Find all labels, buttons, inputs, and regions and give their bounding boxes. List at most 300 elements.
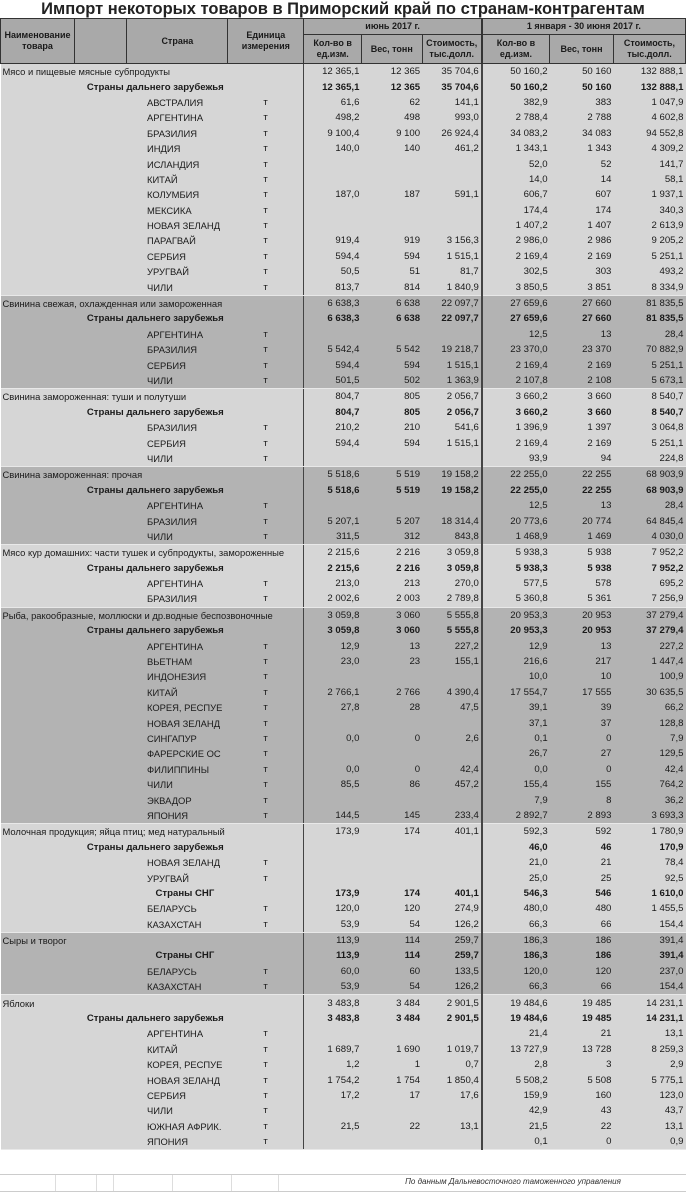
unit-empty bbox=[228, 886, 304, 901]
unit: т bbox=[228, 279, 304, 295]
value-cell: 1 047,9 bbox=[613, 95, 685, 110]
unit: т bbox=[228, 373, 304, 389]
value-cell: 5 938 bbox=[550, 561, 614, 576]
indent-cell bbox=[1, 1088, 127, 1103]
value-cell: 12,9 bbox=[482, 638, 550, 653]
region-subtotal-row bbox=[1, 405, 686, 420]
value-cell: 2,8 bbox=[482, 1057, 550, 1072]
total-value: 5 555,8 bbox=[422, 607, 482, 623]
value-cell: 23 370 bbox=[550, 342, 614, 357]
region-subtotal-row bbox=[1, 561, 686, 576]
total-value: 14 231,1 bbox=[613, 995, 685, 1011]
value-cell: 133,5 bbox=[422, 964, 482, 979]
unit: т bbox=[228, 420, 304, 435]
unit-empty bbox=[228, 79, 304, 94]
value-cell: 5 673,1 bbox=[613, 373, 685, 389]
indent-cell bbox=[1, 1057, 127, 1072]
value-cell: 12,5 bbox=[482, 327, 550, 342]
total-value: 12 365,1 bbox=[304, 64, 362, 80]
value-cell: 28,4 bbox=[613, 327, 685, 342]
unit: т bbox=[228, 1088, 304, 1103]
header-cost-ytd: Стоимость, тыс.долл. bbox=[613, 35, 685, 64]
country-name: АРГЕНТИНА bbox=[127, 498, 228, 513]
value-cell: 919 bbox=[361, 233, 422, 248]
value-cell: 1 690 bbox=[361, 1042, 422, 1057]
indent-cell bbox=[1, 264, 127, 279]
value-cell: 2 169,4 bbox=[482, 249, 550, 264]
header-cost-june: Стоимость, тыс.долл. bbox=[422, 35, 482, 64]
value-cell: 2 789,8 bbox=[422, 591, 482, 607]
product-name: Молочная продукция; яйца птиц; мед натуральный bbox=[1, 824, 304, 840]
value-cell: 22 255,0 bbox=[482, 483, 550, 498]
value-cell: 140,0 bbox=[304, 141, 362, 156]
value-cell: 26 924,4 bbox=[422, 126, 482, 141]
unit: т bbox=[228, 1119, 304, 1134]
value-cell: 2 169 bbox=[550, 249, 614, 264]
value-cell: 594,4 bbox=[304, 249, 362, 264]
value-cell bbox=[361, 855, 422, 870]
value-cell: 5 775,1 bbox=[613, 1072, 685, 1087]
region-subtotal-row bbox=[1, 948, 686, 963]
footer bbox=[0, 1174, 686, 1190]
country-row bbox=[1, 187, 686, 202]
country-name: БЕЛАРУСЬ bbox=[127, 901, 228, 916]
header-weight-june: Вес, тонн bbox=[361, 35, 422, 64]
unit: т bbox=[228, 451, 304, 467]
value-cell: 54 bbox=[361, 916, 422, 932]
indent-cell bbox=[1, 731, 127, 746]
value-cell bbox=[422, 1026, 482, 1041]
country-row bbox=[1, 156, 686, 171]
value-cell: 2 901,5 bbox=[422, 1011, 482, 1026]
unit: т bbox=[228, 777, 304, 792]
header-unit: Единица измерения bbox=[228, 19, 304, 64]
country-row bbox=[1, 95, 686, 110]
value-cell: 541,6 bbox=[422, 420, 482, 435]
indent-cell bbox=[1, 156, 127, 171]
value-cell: 1 019,7 bbox=[422, 1042, 482, 1057]
country-row bbox=[1, 746, 686, 761]
value-cell: 498 bbox=[361, 110, 422, 125]
indent-cell bbox=[1, 855, 127, 870]
product-group-row bbox=[1, 824, 686, 840]
total-value: 6 638 bbox=[361, 295, 422, 311]
value-cell: 7 952,2 bbox=[613, 561, 685, 576]
value-cell: 155,1 bbox=[422, 654, 482, 669]
country-name: МЕКСИКА bbox=[127, 203, 228, 218]
value-cell: 10,0 bbox=[482, 669, 550, 684]
value-cell: 4 390,4 bbox=[422, 685, 482, 700]
indent-cell bbox=[1, 172, 127, 187]
unit-empty bbox=[228, 405, 304, 420]
indent-cell bbox=[1, 654, 127, 669]
country-row bbox=[1, 513, 686, 528]
country-name: ЧИЛИ bbox=[127, 279, 228, 295]
country-row bbox=[1, 792, 686, 807]
value-cell: 46,0 bbox=[482, 840, 550, 855]
country-row bbox=[1, 1072, 686, 1087]
country-row bbox=[1, 669, 686, 684]
value-cell: 0,7 bbox=[422, 1057, 482, 1072]
value-cell: 814 bbox=[361, 279, 422, 295]
value-cell: 126,2 bbox=[422, 916, 482, 932]
indent-cell bbox=[1, 762, 127, 777]
value-cell: 42,4 bbox=[422, 762, 482, 777]
value-cell: 1 840,9 bbox=[422, 279, 482, 295]
value-cell bbox=[422, 792, 482, 807]
country-row bbox=[1, 218, 686, 233]
value-cell: 13,1 bbox=[613, 1119, 685, 1134]
indent-cell bbox=[1, 1072, 127, 1087]
value-cell: 54 bbox=[361, 979, 422, 995]
value-cell: 12 365 bbox=[361, 79, 422, 94]
country-name: СЕРБИЯ bbox=[127, 357, 228, 372]
value-cell: 607 bbox=[550, 187, 614, 202]
value-cell: 1 455,5 bbox=[613, 901, 685, 916]
country-row bbox=[1, 1057, 686, 1072]
value-cell: 14 231,1 bbox=[613, 1011, 685, 1026]
unit-empty bbox=[228, 1011, 304, 1026]
value-cell: 5 542,4 bbox=[304, 342, 362, 357]
product-name: Свинина свежая, охлажденная или замороженная bbox=[1, 295, 304, 311]
unit: т bbox=[228, 964, 304, 979]
total-value: 391,4 bbox=[613, 932, 685, 948]
value-cell: 17 bbox=[361, 1088, 422, 1103]
value-cell: 120 bbox=[550, 964, 614, 979]
value-cell: 216,6 bbox=[482, 654, 550, 669]
country-name: ЯПОНИЯ bbox=[127, 1134, 228, 1150]
country-name: ЧИЛИ bbox=[127, 373, 228, 389]
total-value: 6 638,3 bbox=[304, 295, 362, 311]
unit: т bbox=[228, 249, 304, 264]
country-name: КОЛУМБИЯ bbox=[127, 187, 228, 202]
indent-cell bbox=[1, 1042, 127, 1057]
value-cell: 60,0 bbox=[304, 964, 362, 979]
value-cell bbox=[304, 746, 362, 761]
value-cell: 213,0 bbox=[304, 576, 362, 591]
indent-cell bbox=[1, 638, 127, 653]
value-cell: 1 754 bbox=[361, 1072, 422, 1087]
country-row bbox=[1, 1026, 686, 1041]
product-name: Яблоки bbox=[1, 995, 304, 1011]
value-cell: 23 370,0 bbox=[482, 342, 550, 357]
value-cell bbox=[361, 203, 422, 218]
value-cell: 5 519 bbox=[361, 483, 422, 498]
country-name: НОВАЯ ЗЕЛАНД bbox=[127, 1072, 228, 1087]
unit: т bbox=[228, 979, 304, 995]
country-row bbox=[1, 373, 686, 389]
value-cell: 383 bbox=[550, 95, 614, 110]
unit: т bbox=[228, 110, 304, 125]
value-cell: 480,0 bbox=[482, 901, 550, 916]
region-subtotal-row bbox=[1, 311, 686, 326]
value-cell: 591,1 bbox=[422, 187, 482, 202]
value-cell: 7,9 bbox=[482, 792, 550, 807]
value-cell: 20 773,6 bbox=[482, 513, 550, 528]
indent-cell bbox=[1, 1119, 127, 1134]
country-name: НОВАЯ ЗЕЛАНД bbox=[127, 218, 228, 233]
value-cell: 34 083 bbox=[550, 126, 614, 141]
unit: т bbox=[228, 1072, 304, 1087]
value-cell: 382,9 bbox=[482, 95, 550, 110]
value-cell: 144,5 bbox=[304, 808, 362, 824]
unit: т bbox=[228, 654, 304, 669]
value-cell: 154,4 bbox=[613, 916, 685, 932]
country-name: БЕЛАРУСЬ bbox=[127, 964, 228, 979]
value-cell: 8 bbox=[550, 792, 614, 807]
value-cell: 0,0 bbox=[304, 762, 362, 777]
value-cell: 2 002,6 bbox=[304, 591, 362, 607]
value-cell: 0,0 bbox=[482, 762, 550, 777]
country-row bbox=[1, 529, 686, 545]
unit-empty bbox=[228, 623, 304, 638]
unit: т bbox=[228, 855, 304, 870]
indent-cell bbox=[1, 187, 127, 202]
value-cell: 43,7 bbox=[613, 1103, 685, 1118]
unit: т bbox=[228, 498, 304, 513]
country-row bbox=[1, 715, 686, 730]
indent-cell bbox=[1, 342, 127, 357]
country-row bbox=[1, 1119, 686, 1134]
source-note: По данным Дальневосточного таможенного управления bbox=[405, 1177, 621, 1186]
unit: т bbox=[228, 685, 304, 700]
country-row bbox=[1, 141, 686, 156]
total-value: 7 952,2 bbox=[613, 545, 685, 561]
value-cell: 128,8 bbox=[613, 715, 685, 730]
total-value: 20 953 bbox=[550, 607, 614, 623]
value-cell: 186 bbox=[550, 948, 614, 963]
value-cell: 1 515,1 bbox=[422, 249, 482, 264]
unit: т bbox=[228, 669, 304, 684]
value-cell bbox=[361, 1026, 422, 1041]
country-name: ИНДИЯ bbox=[127, 141, 228, 156]
value-cell bbox=[361, 451, 422, 467]
total-value: 592 bbox=[550, 824, 614, 840]
country-name: НОВАЯ ЗЕЛАНД bbox=[127, 715, 228, 730]
value-cell: 2 169 bbox=[550, 435, 614, 450]
value-cell: 1 515,1 bbox=[422, 357, 482, 372]
value-cell: 0,9 bbox=[613, 1134, 685, 1150]
value-cell: 2 216 bbox=[361, 561, 422, 576]
header-country: Страна bbox=[127, 19, 228, 64]
value-cell bbox=[361, 715, 422, 730]
value-cell: 20 953,3 bbox=[482, 623, 550, 638]
country-name: БРАЗИЛИЯ bbox=[127, 591, 228, 607]
total-value: 114 bbox=[361, 932, 422, 948]
value-cell: 36,2 bbox=[613, 792, 685, 807]
value-cell bbox=[422, 746, 482, 761]
value-cell: 53,9 bbox=[304, 979, 362, 995]
country-row bbox=[1, 654, 686, 669]
country-name: БРАЗИЛИЯ bbox=[127, 126, 228, 141]
value-cell bbox=[361, 746, 422, 761]
value-cell: 480 bbox=[550, 901, 614, 916]
value-cell bbox=[422, 327, 482, 342]
value-cell: 501,5 bbox=[304, 373, 362, 389]
value-cell: 2,9 bbox=[613, 1057, 685, 1072]
total-value: 173,9 bbox=[304, 824, 362, 840]
indent-cell bbox=[1, 126, 127, 141]
value-cell: 145 bbox=[361, 808, 422, 824]
value-cell: 5 251,1 bbox=[613, 249, 685, 264]
value-cell bbox=[361, 218, 422, 233]
header-period-june: июнь 2017 г. bbox=[304, 19, 482, 35]
value-cell: 9 100 bbox=[361, 126, 422, 141]
value-cell: 0 bbox=[550, 762, 614, 777]
value-cell: 311,5 bbox=[304, 529, 362, 545]
value-cell: 23,0 bbox=[304, 654, 362, 669]
value-cell: 578 bbox=[550, 576, 614, 591]
value-cell: 498,2 bbox=[304, 110, 362, 125]
value-cell: 37,1 bbox=[482, 715, 550, 730]
total-value: 3 660,2 bbox=[482, 389, 550, 405]
country-row bbox=[1, 126, 686, 141]
table-header bbox=[1, 19, 686, 64]
indent-cell bbox=[1, 451, 127, 467]
value-cell bbox=[304, 870, 362, 885]
value-cell: 993,0 bbox=[422, 110, 482, 125]
value-cell: 764,2 bbox=[613, 777, 685, 792]
value-cell: 52 bbox=[550, 156, 614, 171]
country-row bbox=[1, 357, 686, 372]
value-cell: 17 555 bbox=[550, 685, 614, 700]
unit: т bbox=[228, 172, 304, 187]
country-name: ЧИЛИ bbox=[127, 777, 228, 792]
region-subtotal-row bbox=[1, 483, 686, 498]
value-cell: 21 bbox=[550, 855, 614, 870]
country-name: ЮЖНАЯ АФРИК. bbox=[127, 1119, 228, 1134]
country-row bbox=[1, 591, 686, 607]
value-cell: 217 bbox=[550, 654, 614, 669]
indent-cell bbox=[1, 435, 127, 450]
value-cell: 141,1 bbox=[422, 95, 482, 110]
unit-empty bbox=[228, 948, 304, 963]
country-row bbox=[1, 342, 686, 357]
unit: т bbox=[228, 715, 304, 730]
value-cell: 594 bbox=[361, 249, 422, 264]
value-cell: 2 169,4 bbox=[482, 435, 550, 450]
total-value: 81 835,5 bbox=[613, 295, 685, 311]
product-group-row bbox=[1, 389, 686, 405]
value-cell: 66 bbox=[550, 979, 614, 995]
value-cell: 1 396,9 bbox=[482, 420, 550, 435]
country-name: ИСЛАНДИЯ bbox=[127, 156, 228, 171]
total-value: 3 060 bbox=[361, 607, 422, 623]
unit: т bbox=[228, 792, 304, 807]
country-name: КОРЕЯ, РЕСПУЕ bbox=[127, 700, 228, 715]
value-cell: 2 766,1 bbox=[304, 685, 362, 700]
indent-cell bbox=[1, 870, 127, 885]
total-value: 132 888,1 bbox=[613, 64, 685, 80]
product-group-row bbox=[1, 932, 686, 948]
value-cell: 2 788,4 bbox=[482, 110, 550, 125]
total-value: 2 216 bbox=[361, 545, 422, 561]
total-value: 1 780,9 bbox=[613, 824, 685, 840]
region-label: Страны дальнего зарубежья bbox=[1, 483, 228, 498]
value-cell: 13 727,9 bbox=[482, 1042, 550, 1057]
value-cell: 28,4 bbox=[613, 498, 685, 513]
indent-cell bbox=[1, 357, 127, 372]
value-cell: 6 638 bbox=[361, 311, 422, 326]
country-name: ИНДОНЕЗИЯ bbox=[127, 669, 228, 684]
total-value: 27 660 bbox=[550, 295, 614, 311]
value-cell bbox=[422, 218, 482, 233]
value-cell: 21,0 bbox=[482, 855, 550, 870]
country-row bbox=[1, 808, 686, 824]
value-cell: 805 bbox=[361, 405, 422, 420]
value-cell: 120,0 bbox=[304, 901, 362, 916]
indent-cell bbox=[1, 777, 127, 792]
country-row bbox=[1, 964, 686, 979]
value-cell: 1 850,4 bbox=[422, 1072, 482, 1087]
value-cell: 1 689,7 bbox=[304, 1042, 362, 1057]
total-value: 50 160 bbox=[550, 64, 614, 80]
region-subtotal-row bbox=[1, 79, 686, 94]
value-cell: 12,5 bbox=[482, 498, 550, 513]
value-cell: 141,7 bbox=[613, 156, 685, 171]
total-value: 19 484,6 bbox=[482, 995, 550, 1011]
indent-cell bbox=[1, 746, 127, 761]
total-value: 5 938,3 bbox=[482, 545, 550, 561]
value-cell: 0,1 bbox=[482, 1134, 550, 1150]
value-cell: 160 bbox=[550, 1088, 614, 1103]
value-cell: 0,1 bbox=[482, 731, 550, 746]
value-cell bbox=[304, 203, 362, 218]
unit: т bbox=[228, 808, 304, 824]
country-row bbox=[1, 1134, 686, 1150]
value-cell: 27 659,6 bbox=[482, 311, 550, 326]
country-name: АРГЕНТИНА bbox=[127, 638, 228, 653]
value-cell: 22 bbox=[550, 1119, 614, 1134]
value-cell: 25,0 bbox=[482, 870, 550, 885]
country-name: ЧИЛИ bbox=[127, 451, 228, 467]
total-value: 20 953,3 bbox=[482, 607, 550, 623]
value-cell: 843,8 bbox=[422, 529, 482, 545]
value-cell: 8 334,9 bbox=[613, 279, 685, 295]
value-cell bbox=[361, 1134, 422, 1150]
country-row bbox=[1, 1103, 686, 1118]
total-value: 186 bbox=[550, 932, 614, 948]
region-label: Страны дальнего зарубежья bbox=[1, 623, 228, 638]
value-cell: 5 542 bbox=[361, 342, 422, 357]
value-cell bbox=[304, 1026, 362, 1041]
unit: т bbox=[228, 327, 304, 342]
value-cell: 51 bbox=[361, 264, 422, 279]
indent-cell bbox=[1, 110, 127, 125]
value-cell: 302,5 bbox=[482, 264, 550, 279]
product-group-row bbox=[1, 995, 686, 1011]
value-cell: 21 bbox=[550, 1026, 614, 1041]
value-cell: 60 bbox=[361, 964, 422, 979]
country-row bbox=[1, 172, 686, 187]
value-cell bbox=[422, 855, 482, 870]
total-value: 37 279,4 bbox=[613, 607, 685, 623]
value-cell: 1 397 bbox=[550, 420, 614, 435]
value-cell: 4 602,8 bbox=[613, 110, 685, 125]
value-cell: 66 bbox=[550, 916, 614, 932]
value-cell: 1 515,1 bbox=[422, 435, 482, 450]
value-cell: 3 660 bbox=[550, 405, 614, 420]
value-cell: 2 892,7 bbox=[482, 808, 550, 824]
country-row bbox=[1, 498, 686, 513]
indent-cell bbox=[1, 685, 127, 700]
product-name: Мясо и пищевые мясные субпродукты bbox=[1, 64, 304, 80]
value-cell bbox=[304, 669, 362, 684]
indent-cell bbox=[1, 979, 127, 995]
total-value: 22 255,0 bbox=[482, 467, 550, 483]
unit: т bbox=[228, 746, 304, 761]
value-cell: 594,4 bbox=[304, 435, 362, 450]
